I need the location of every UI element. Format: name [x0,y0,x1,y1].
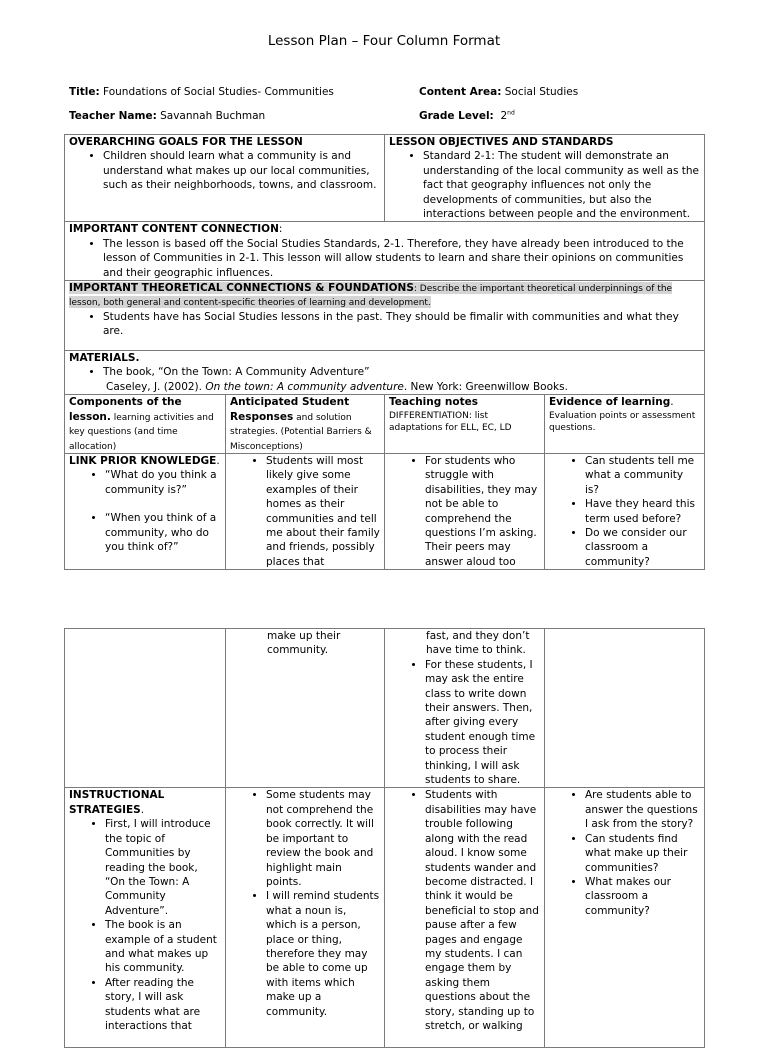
goals-cell [65,135,385,222]
prior-notes-cell-continued [385,629,545,788]
content-area-field: Content Area: Social Studies [419,86,579,98]
theoretical-description: : Describe the important theoretical underpinnings of the lesson, both general and content-specific theories of learning and development. [69,284,673,309]
objectives-header: LESSON OBJECTIVES AND STANDARDS [389,136,614,148]
teacher-name-field: Teacher Name: Savannah Buchman [69,110,266,122]
prior-response-continued: make up their community. [267,630,341,657]
objectives-cell [385,135,705,222]
prior-responses-cell [226,453,385,569]
prior-knowledge-heading: LINK PRIOR KNOWLEDGE [69,454,217,467]
instructional-evidence-item: • What makes our classroom a community? [585,875,700,918]
prior-note-continued: fast, and they don’t have time to think. [426,630,530,657]
goals-item: • Children should learn what a community is and understand what makes up our local communities, such as their neighborhoods, towns, and classroom. [103,149,380,192]
prior-question-2: • “When you think of a community, who do you think of?” [105,511,221,554]
prior-knowledge-cell: LINK PRIOR KNOWLEDGE. • “What do you think a community is?” • “When you think of a community, who do you think of?” [65,453,226,569]
prior-evidence-item: • Have they heard this term used before? [585,497,700,526]
materials-header: MATERIALS. [69,352,140,365]
content-connection-cell: IMPORTANT CONTENT CONNECTION: • The lesson is based off the Social Studies Standards, 2-1. Therefore, they have already been introduced to the lesson of Communities in 2-1. This lesson will allow students to learn and share their opinions on communities and their geographic influences. [65,222,705,281]
column-header-evidence: Evidence of learning. Evaluation points or assessment questions. [545,395,705,454]
instructional-response: • Some students may not comprehend the book correctly. It will be important to review the book and highlight main points. [266,788,380,889]
prior-evidence-cell-continued [545,629,705,788]
page-title: Lesson Plan – Four Column Format [267,33,501,49]
content-connection-header: IMPORTANT CONTENT CONNECTION [69,223,279,236]
instructional-response: • I will remind students what a noun is, which is a person, place or thing, therefore they may be able to come up with items which make up a community. [266,889,380,1019]
grade-level-field: Grade Level: 2nd [419,109,515,122]
prior-response: • Students will most likely give some examples of their homes as their communities and tell me about their family and friends, possibly places that [266,454,380,569]
theoretical-cell [65,281,705,351]
prior-notes-cell [385,453,545,569]
theoretical-header: IMPORTANT THEORETICAL CONNECTIONS & FOUNDATIONS [69,282,414,295]
prior-evidence-cell [545,453,705,569]
instructional-item: • First, I will introduce the topic of Communities by reading the book, “On the Town: A Community Adventure”. [105,817,221,918]
materials-citation: Caseley, J. (2002). On the town: A community adventure. New York: Greenwillow Books. [106,380,568,393]
lesson-plan-table-top [64,134,705,570]
column-header-components: Components of the lesson. learning activities and key questions (and time allocation) [65,395,226,454]
prior-evidence-item: • Do we consider our classroom a community? [585,526,700,569]
instructional-evidence-item: • Can students find what make up their communities? [585,832,700,875]
lesson-plan-table-bottom [64,628,705,1048]
instructional-strategies-heading: INSTRUCTIONAL STRATEGIES [69,789,165,816]
prior-evidence-item: • Can students tell me what a community is? [585,454,700,497]
instructional-notes-cell [385,788,545,1048]
column-header-responses: Anticipated Student Responses and solution strategies. (Potential Barriers & Misconceptions) [226,395,385,454]
instructional-evidence-item: • Are students able to answer the questions I ask from the story? [585,788,700,831]
instructional-strategies-cell: INSTRUCTIONAL STRATEGIES. • First, I will introduce the topic of Communities by reading the book, “On the Town: A Community Adventure”. • The book is an example of a student and what makes up his community. • After reading the story, I will ask students what are interactions that [65,788,226,1048]
objectives-item: • Standard 2-1: The student will demonstrate an understanding of the local community as well as the fact that geography influences not only the developments of communities, but also the interactions between people and the environment. [423,149,700,221]
title-field: Title: Foundations of Social Studies- Communities [69,86,334,98]
prior-note-2: • For these students, I may ask the entire class to write down their answers. Then, after giving every student enough time to process their thinking, I will ask students to share. [425,658,540,788]
prior-responses-cell-continued [226,629,385,788]
prior-knowledge-cell-continued [65,629,226,788]
instructional-item: • The book is an example of a student and what makes up his community. [105,918,221,976]
content-connection-item: • The lesson is based off the Social Studies Standards, 2-1. Therefore, they have already been introduced to the lesson of Communities in 2-1. This lesson will allow students to learn and share their opinions on communities and their geographic influences. [103,237,700,280]
theoretical-item: • Students have has Social Studies lessons in the past. They should be fimalir with communities and what they are. [103,310,700,339]
prior-question-1: • “What do you think a community is?” [105,468,221,497]
column-header-teaching-notes: Teaching notes DIFFERENTIATION: list adaptations for ELL, EC, LD [385,395,545,454]
prior-note: • For students who struggle with disabilities, they may not be able to comprehend the questions I’m asking. Their peers may answer aloud too [425,454,540,569]
instructional-responses-cell [226,788,385,1048]
materials-cell [65,351,705,395]
materials-item: • The book, “On the Town: A Community Adventure” [103,365,700,379]
instructional-evidence-cell [545,788,705,1048]
goals-header: OVERARCHING GOALS FOR THE LESSON [69,136,303,148]
instructional-note: • Students with disabilities may have trouble following along with the read aloud. I know some students wander and become distracted. I think it would be beneficial to stop and pause after a few pages and engage my students. I can engage them by asking them questions about the story, standing up to stretch, or walking [425,788,540,1033]
instructional-item: • After reading the story, I will ask students what are interactions that [105,976,221,1034]
